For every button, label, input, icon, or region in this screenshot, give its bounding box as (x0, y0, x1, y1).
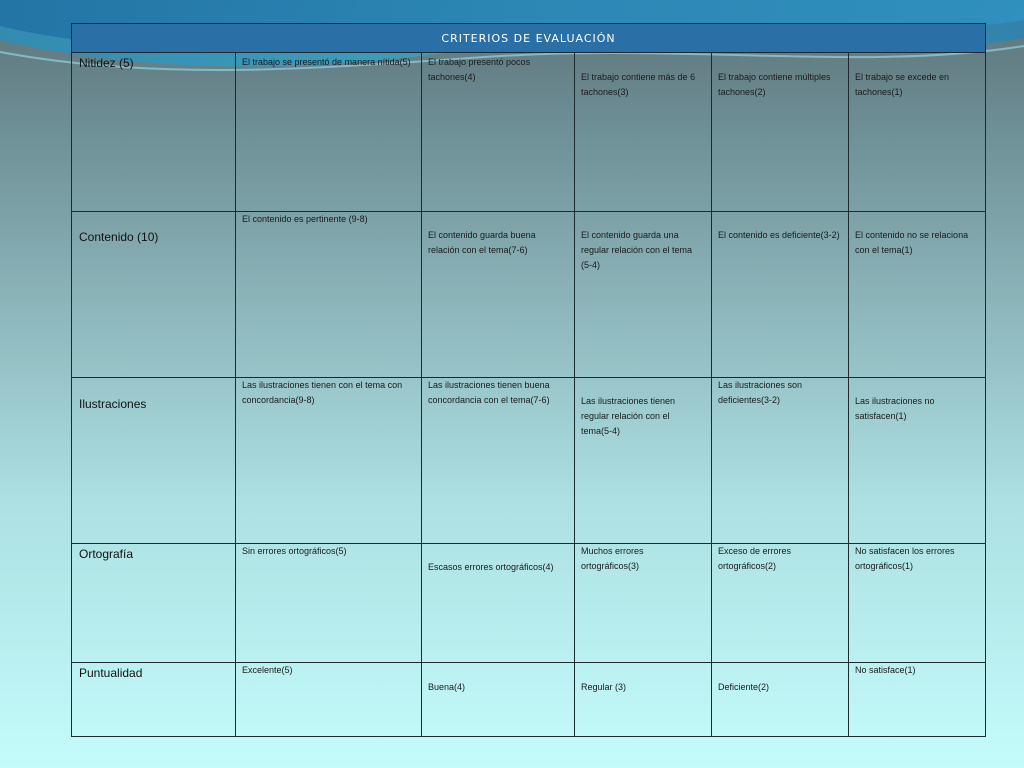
table-title: CRITERIOS DE EVALUACIÓN (72, 24, 986, 53)
level-cell: Excelente(5) (236, 663, 422, 737)
table-row (72, 663, 986, 737)
level-cell: Sin errores ortográficos(5) (236, 544, 422, 663)
table-row (72, 378, 986, 544)
table-row (72, 544, 986, 663)
level-cell: Las ilustraciones tienen buena concordancia con el tema(7-6) (422, 378, 575, 544)
level-cell: El trabajo se presentó de manera nítida(5) (236, 53, 422, 212)
level-cell: Las ilustraciones tienen regular relación con el tema(5-4) (575, 378, 712, 544)
level-cell: El contenido guarda una regular relación con el tema (5-4) (575, 212, 712, 378)
level-cell: No satisfacen los errores ortográficos(1) (849, 544, 986, 663)
level-cell: El contenido guarda buena relación con el tema(7-6) (422, 212, 575, 378)
level-cell: Deficiente(2) (712, 663, 849, 737)
table-row (72, 212, 986, 378)
evaluation-rubric-table (71, 23, 986, 737)
level-cell: Escasos errores ortográficos(4) (422, 544, 575, 663)
table-row (72, 53, 986, 212)
criterion-cell: Ortografía (72, 544, 236, 663)
level-cell: El contenido es deficiente(3-2) (712, 212, 849, 378)
level-cell: El contenido es pertinente (9-8) (236, 212, 422, 378)
criterion-cell: Puntualidad (72, 663, 236, 737)
level-cell: El trabajo contiene múltiples tachones(2) (712, 53, 849, 212)
criterion-cell: Ilustraciones (72, 378, 236, 544)
criterion-cell: Contenido (10) (72, 212, 236, 378)
level-cell: Buena(4) (422, 663, 575, 737)
level-cell: Las ilustraciones son deficientes(3-2) (712, 378, 849, 544)
level-cell: No satisface(1) (849, 663, 986, 737)
level-cell: El contenido no se relaciona con el tema(1) (849, 212, 986, 378)
criterion-cell: Nitidez (5) (72, 53, 236, 212)
level-cell: Las ilustraciones no satisfacen(1) (849, 378, 986, 544)
level-cell: Muchos errores ortográficos(3) (575, 544, 712, 663)
level-cell: Las ilustraciones tienen con el tema con concordancia(9-8) (236, 378, 422, 544)
level-cell: El trabajo contiene más de 6 tachones(3) (575, 53, 712, 212)
level-cell: El trabajo presentó pocos tachones(4) (422, 53, 575, 212)
level-cell: Exceso de errores ortográficos(2) (712, 544, 849, 663)
level-cell: El trabajo se excede en tachones(1) (849, 53, 986, 212)
level-cell: Regular (3) (575, 663, 712, 737)
